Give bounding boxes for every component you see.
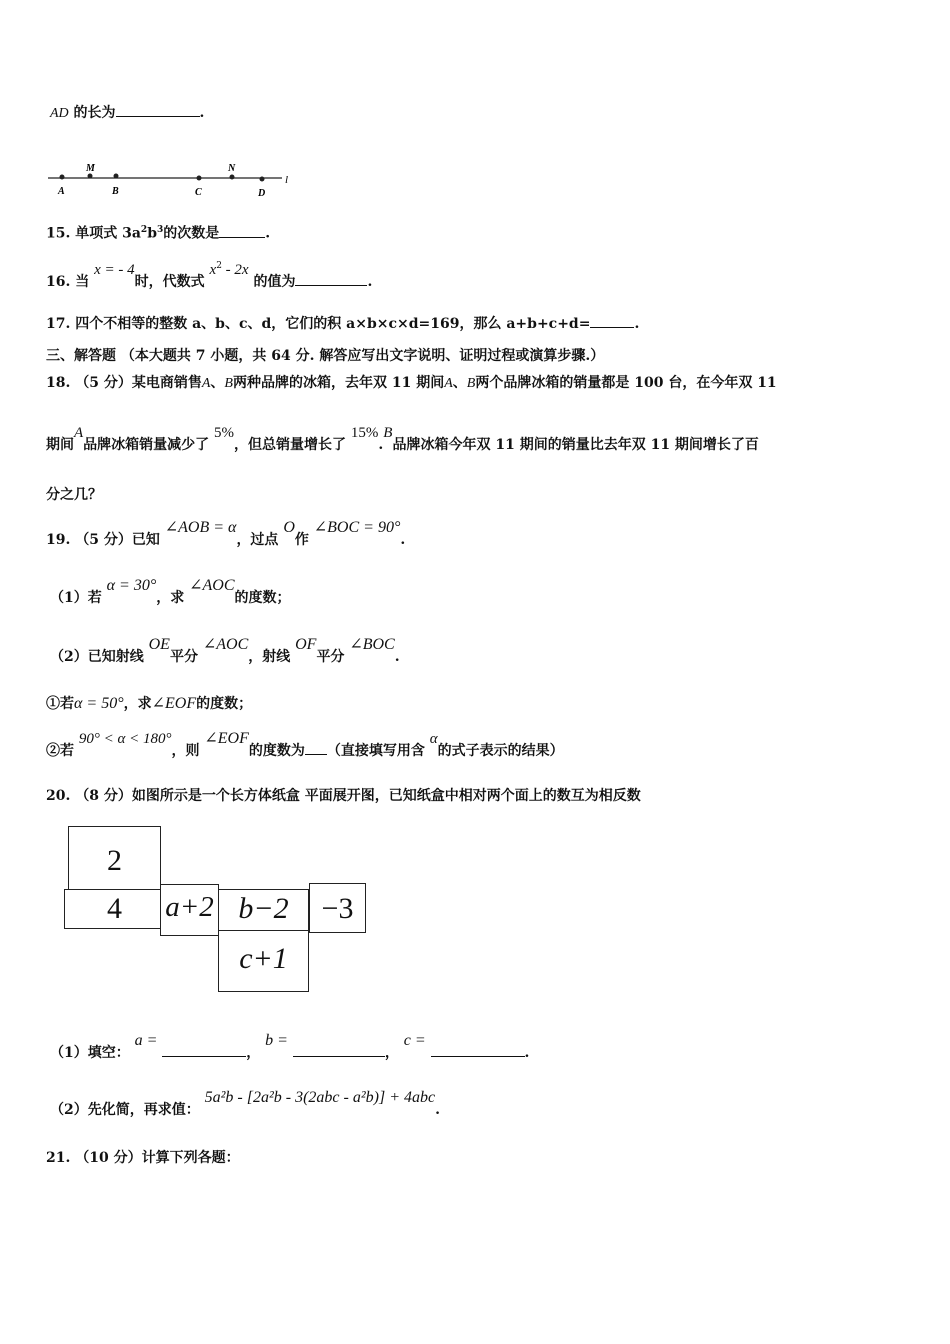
q18-A3: A bbox=[74, 425, 84, 441]
number-line-figure bbox=[46, 158, 296, 202]
q18-dot: . bbox=[378, 437, 384, 453]
q19-num: 19. bbox=[46, 532, 71, 548]
q19-c2-c: 的度数为 bbox=[248, 743, 305, 759]
label-B: B bbox=[112, 186, 119, 197]
point-C bbox=[197, 176, 202, 181]
point-N bbox=[230, 175, 235, 180]
q17-num: 17. bbox=[46, 316, 71, 332]
section-3-header: 三、解答题 （本大题共 7 小题，共 64 分. 解答应写出文字说明、证明过程或演算步骤.） bbox=[46, 348, 605, 364]
point-A bbox=[60, 175, 65, 180]
q15-blank[interactable] bbox=[219, 223, 265, 238]
q16-cond: x = - 4 bbox=[94, 262, 135, 278]
q18-A: A bbox=[201, 376, 211, 391]
q19-c2-d: （直接填写用含 bbox=[326, 743, 425, 759]
q14-text: 的长为 bbox=[73, 105, 116, 121]
q16-blank[interactable] bbox=[295, 271, 367, 286]
q20-c-blank[interactable] bbox=[431, 1042, 525, 1057]
q19-angle2: ∠BOC = 90° bbox=[313, 519, 401, 536]
q18-line3: 分之几？ bbox=[46, 487, 102, 503]
q18-pct2: 15% bbox=[350, 425, 379, 441]
q14-end: . bbox=[199, 105, 205, 121]
q18-text-a: （5 分）某电商销售 bbox=[75, 375, 202, 391]
q18-text-c: 两个品牌冰箱的销量都是 100 台，在今年双 11 bbox=[475, 375, 777, 391]
q19-p2-c: ，射线 bbox=[248, 649, 291, 665]
q15-num: 15. bbox=[46, 225, 71, 242]
q19-O: O bbox=[283, 519, 295, 536]
q14-blank[interactable] bbox=[116, 102, 200, 117]
face-label-4: 4 bbox=[107, 892, 122, 925]
q20-comma1: ， bbox=[246, 1045, 261, 1061]
q19-p1-alpha: α = 30° bbox=[106, 577, 157, 594]
q19-p2-d: 平分 bbox=[316, 649, 345, 665]
q19 bbox=[46, 519, 406, 550]
q20-p1-a-var: a = bbox=[134, 1032, 158, 1049]
q19-c2-a: ②若 bbox=[46, 743, 74, 759]
label-l: l bbox=[285, 174, 289, 186]
q15 bbox=[46, 220, 270, 244]
q19-c2-angle: ∠EOF bbox=[204, 730, 249, 747]
q19-p2-end: . bbox=[394, 649, 400, 665]
q20-p1-a: （1）填空： bbox=[50, 1045, 130, 1061]
q20-comma2: ， bbox=[384, 1045, 399, 1061]
q18-text-b: 两种品牌的冰箱，去年双 11 期间 bbox=[232, 375, 445, 391]
q18-line1 bbox=[46, 373, 777, 394]
q19-p2-angle1: ∠AOC bbox=[202, 636, 249, 653]
label-N: N bbox=[228, 163, 236, 174]
q18-pct1: 5% bbox=[214, 425, 235, 441]
q20-p1-b-var: b = bbox=[265, 1032, 288, 1049]
q20-p1-c-var: c = bbox=[403, 1032, 426, 1049]
q18-line2-a: 期间 bbox=[46, 437, 74, 453]
q19-case2 bbox=[46, 730, 564, 761]
q19-p2-OF: OF bbox=[295, 636, 317, 653]
q15-sup2: 3 bbox=[156, 225, 164, 235]
q19-c1-c: 的度数； bbox=[196, 696, 253, 712]
q15-pre: 单项式 3a bbox=[75, 225, 141, 242]
q16-end: . bbox=[367, 274, 373, 290]
q15-post: 的次数是 bbox=[163, 225, 220, 242]
q17 bbox=[46, 313, 639, 334]
q16-mid: 时，代数式 bbox=[134, 274, 205, 290]
q20-p1-end: . bbox=[524, 1045, 530, 1061]
q18-sep2: 、 bbox=[452, 375, 467, 391]
q18-line2-d: 品牌冰箱今年双 11 期间的销量比去年双 11 期间增长了百 bbox=[392, 437, 759, 453]
label-D: D bbox=[258, 188, 266, 199]
q14-var: AD bbox=[50, 106, 69, 121]
q18-line2-b: 品牌冰箱销量减少了 bbox=[83, 437, 210, 453]
q16-expr-a: x bbox=[209, 262, 217, 278]
q19-c1-b: ，求 bbox=[123, 696, 152, 712]
q16-expr-sup: 2 bbox=[216, 261, 222, 271]
point-B bbox=[114, 174, 119, 179]
q19-c1-alpha: α = 50° bbox=[74, 695, 124, 712]
q19-p1-a: （1）若 bbox=[50, 590, 102, 606]
q18-num: 18. bbox=[46, 375, 71, 391]
q20-part1 bbox=[50, 1032, 530, 1063]
q20-num: 20. bbox=[46, 788, 71, 804]
q16 bbox=[46, 261, 373, 292]
q20-p2-a: （2）先化简，再求值： bbox=[50, 1102, 200, 1118]
q19-c1-angle: ∠EOF bbox=[151, 695, 197, 712]
face-label-c1: c+1 bbox=[239, 942, 288, 975]
q19-part2 bbox=[50, 636, 400, 667]
q20 bbox=[46, 786, 641, 806]
q16-post: 的值为 bbox=[253, 274, 296, 290]
q20-text: （8 分）如图所示是一个长方体纸盒 平面展开图，已知纸盒中相对两个面上的数互为相反数 bbox=[75, 788, 641, 804]
q18-sep: 、 bbox=[210, 375, 225, 391]
q17-end: . bbox=[634, 316, 640, 332]
face-label-a2: a+2 bbox=[165, 891, 214, 923]
q15-mid: b bbox=[147, 225, 157, 242]
q19-p2-b: 平分 bbox=[169, 649, 198, 665]
q19-c2-blank[interactable] bbox=[305, 740, 327, 755]
q21-num: 21. bbox=[46, 1150, 71, 1166]
point-D bbox=[260, 177, 265, 182]
q19-c1-a: ①若 bbox=[46, 696, 74, 712]
q18-B3: B bbox=[383, 425, 393, 441]
q15-end: . bbox=[265, 225, 271, 242]
q19-part1 bbox=[50, 577, 291, 608]
q20-a-blank[interactable] bbox=[162, 1042, 246, 1057]
face-label-b2: b−2 bbox=[238, 892, 289, 925]
q19-angle1: ∠AOB = α bbox=[164, 519, 237, 536]
q18-line2 bbox=[46, 425, 759, 455]
q18-line2-c: ，但总销量增长了 bbox=[234, 437, 347, 453]
q19-case1 bbox=[46, 694, 252, 714]
q19-c2-range: 90° < α < 180° bbox=[78, 731, 172, 747]
q16-pre: 当 bbox=[75, 274, 90, 290]
q16-num: 16. bbox=[46, 274, 71, 290]
face-label-2: 2 bbox=[107, 844, 122, 877]
q20-p2-end: . bbox=[435, 1102, 440, 1118]
q19-p1-angle: ∠AOC bbox=[189, 577, 235, 594]
q19-p2-angle2: ∠BOC bbox=[349, 636, 395, 653]
q20-b-blank[interactable] bbox=[293, 1042, 385, 1057]
q21 bbox=[46, 1148, 240, 1168]
q18-A2: A bbox=[444, 376, 453, 391]
face-label-neg3: −3 bbox=[321, 892, 354, 925]
q19-p2-OE: OE bbox=[148, 636, 170, 653]
label-C: C bbox=[195, 187, 202, 198]
q18-B: B bbox=[224, 376, 233, 391]
point-M bbox=[88, 174, 93, 179]
q16-expr-b: - 2x bbox=[221, 262, 249, 278]
q21-text: （10 分）计算下列各题： bbox=[75, 1150, 240, 1166]
q19-end: . bbox=[400, 532, 406, 548]
q19-p2-a: （2）已知射线 bbox=[50, 649, 144, 665]
label-A: A bbox=[58, 186, 65, 197]
q17-blank[interactable] bbox=[590, 313, 634, 328]
label-M: M bbox=[86, 163, 95, 174]
q19-c2-b: ，则 bbox=[171, 743, 200, 759]
q17-text: 四个不相等的整数 a、b、c、d，它们的积 a×b×c×d=169，那么 a+b+c+d= bbox=[75, 316, 591, 332]
q19-a: （5 分）已知 bbox=[75, 532, 160, 548]
q14-tail bbox=[50, 102, 204, 124]
q19-c2-e: 的式子表示的结果） bbox=[437, 743, 564, 759]
q15-sup1: 2 bbox=[140, 225, 148, 235]
q19-b: ，过点 bbox=[236, 532, 279, 548]
q19-p1-b: ，求 bbox=[156, 590, 185, 606]
q19-p1-c: 的度数； bbox=[234, 590, 291, 606]
q19-c: 作 bbox=[294, 532, 309, 548]
q19-c2-alpha: α bbox=[429, 731, 438, 747]
q20-p2-expr: 5a²b - [2a²b - 3(2abc - a²b)] + 4abc bbox=[204, 1089, 436, 1106]
q18-B2: B bbox=[466, 376, 476, 391]
q20-part2 bbox=[50, 1089, 440, 1120]
